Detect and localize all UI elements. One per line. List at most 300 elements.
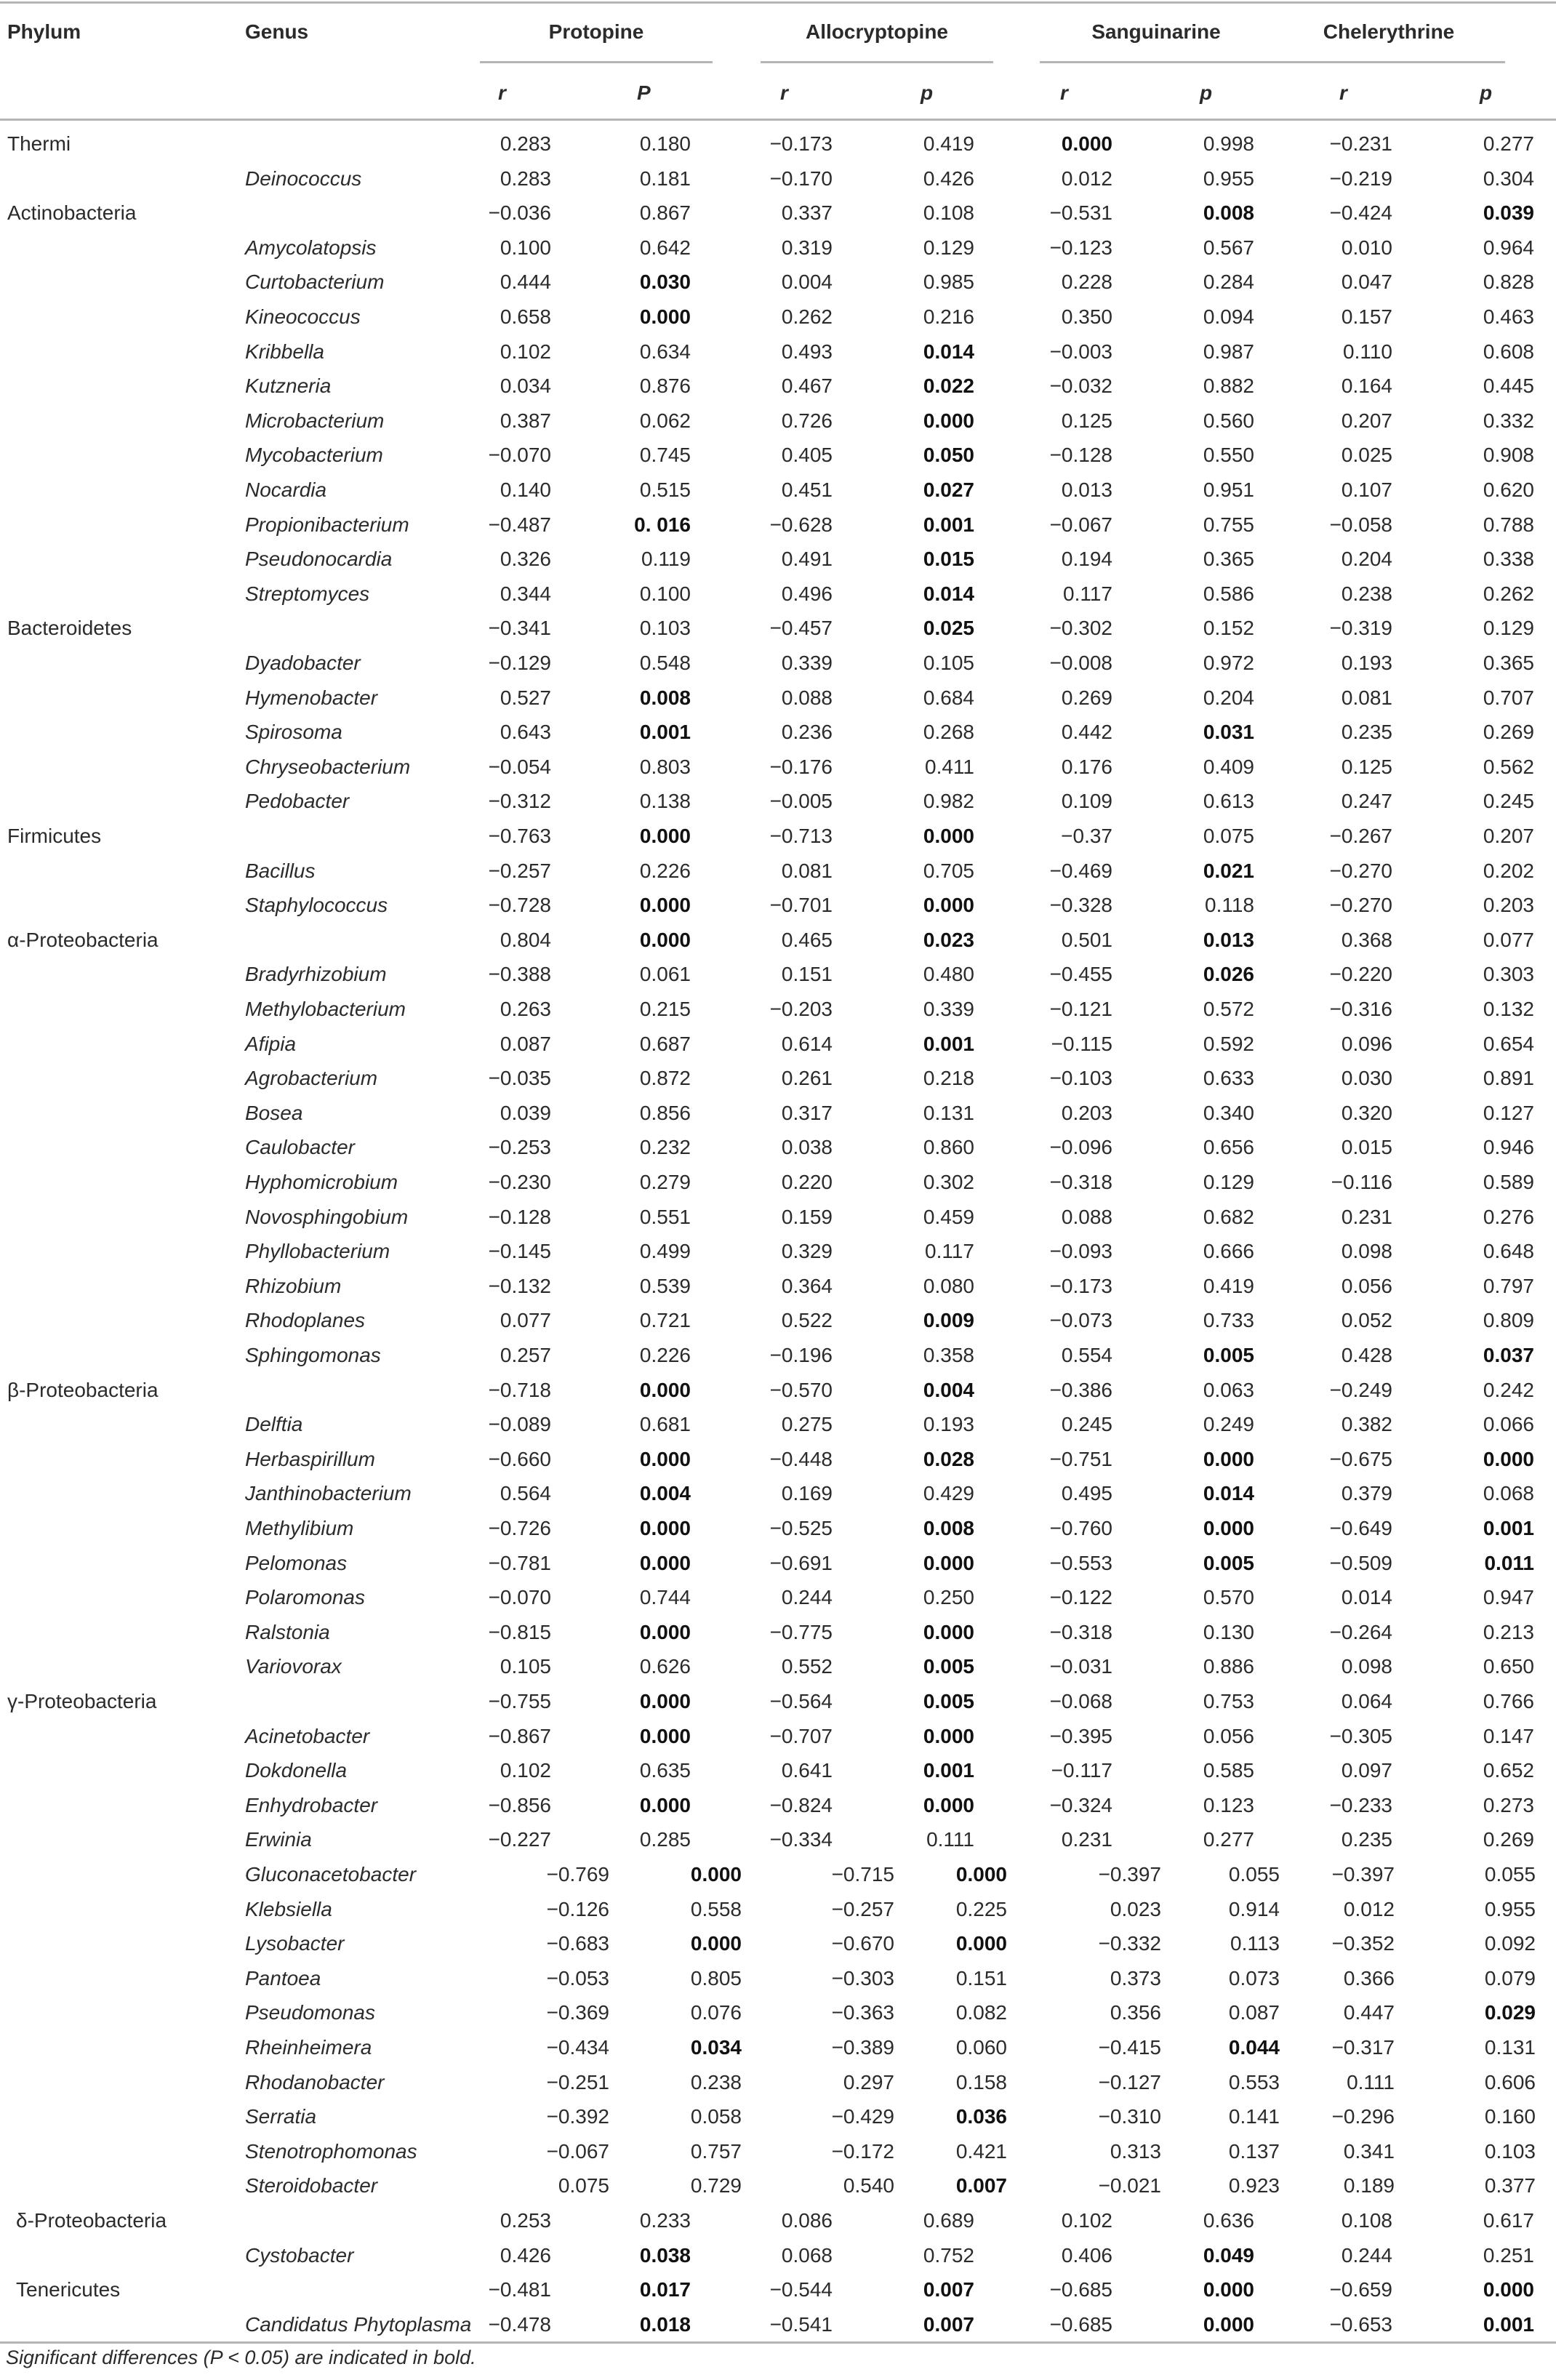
table-row [0,1514,1556,1549]
table-row [0,372,1556,406]
p-value-cell: 0.061 [639,963,691,986]
p-value-cell: 0.656 [1203,1136,1254,1159]
p-value-cell: 0.872 [639,1067,691,1090]
r-value-cell: −0.509 [1329,1551,1392,1574]
p-value-cell: 0.103 [1484,2139,1536,2163]
table-row [0,302,1556,337]
p-value-cell: 0.682 [1203,1205,1254,1228]
p-value-cell: 0.951 [1203,478,1254,501]
r-value-cell: −0.424 [1329,201,1392,225]
r-value-cell: −0.775 [769,1620,833,1643]
r-value-cell: −0.173 [1049,1274,1112,1297]
p-value-cell: 0.158 [955,2070,1007,2093]
p-value-cell: 0.015 [923,548,974,571]
r-value-cell: 0.108 [1341,2209,1392,2232]
r-value-cell: −0.132 [488,1274,551,1297]
header-genus: Genus [245,20,309,43]
r-value-cell: −0.525 [769,1517,833,1539]
p-value-cell: 0.480 [923,963,974,986]
r-value-cell: 0.105 [500,1655,551,1678]
r-value-cell: −0.312 [488,790,551,813]
r-value-cell: −0.553 [1049,1551,1112,1574]
table-row [0,1479,1556,1514]
p-value-cell: 0.729 [690,2174,742,2197]
p-value-cell: 0.803 [639,755,691,778]
header-phylum: Phylum [7,20,81,43]
p-value-cell: 0.753 [1203,1690,1254,1712]
table-row [0,1099,1556,1134]
p-value-cell: 0.745 [639,444,691,467]
table-row [0,2206,1556,2241]
genus-cell: Variovorax [245,1655,342,1678]
p-value-cell: 0.001 [923,1032,974,1055]
genus-cell: Rheinheimera [245,2036,372,2059]
r-value-cell: −0.397 [1098,1863,1161,1886]
genus-cell: Bradyrhizobium [245,963,387,986]
p-value-cell: 0.553 [1228,2070,1280,2093]
r-value-cell: 0.098 [1341,1655,1392,1678]
p-value-cell: 0.998 [1203,132,1254,155]
p-value-cell: 0.129 [923,236,974,259]
genus-cell: Pseudonocardia [245,548,393,571]
r-value-cell: 0.102 [500,1759,551,1782]
table-row [0,1203,1556,1238]
table-row [0,1306,1556,1341]
r-value-cell: −0.334 [769,1828,833,1851]
p-value-cell: 0.087 [1228,2001,1280,2024]
r-value-cell: 0.194 [1061,548,1112,571]
r-value-cell: −0.257 [831,1897,894,1920]
r-value-cell: −0.824 [769,1793,833,1816]
table-row [0,1722,1556,1757]
r-value-cell: −0.570 [769,1378,833,1401]
table-row [0,1860,1556,1895]
r-value-cell: 0.159 [781,1205,833,1228]
r-value-cell: −0.487 [488,513,551,536]
p-value-cell: 0.151 [955,1966,1007,1990]
p-value-cell: 0.856 [639,1101,691,1124]
phylum-cell: Firmicutes [7,825,102,847]
p-value-cell: 0.001 [1483,2312,1534,2336]
r-value-cell: −0.117 [1051,1759,1112,1782]
p-value-cell: 0.007 [955,2174,1007,2197]
table-row [0,1687,1556,1722]
genus-cell: Pantoea [245,1966,321,1990]
r-value-cell: 0.015 [1341,1136,1392,1159]
r-value-cell: 0.169 [781,1482,833,1505]
r-value-cell: −0.145 [488,1240,551,1263]
p-value-cell: 0.572 [1203,998,1254,1020]
p-value-cell: 0.027 [923,478,974,501]
genus-cell: Kutzneria [245,374,332,398]
r-value-cell: −0.127 [1098,2070,1161,2093]
p-value-cell: 0.634 [639,340,691,363]
p-value-cell: 0.038 [639,2243,691,2267]
r-value-cell: −0.815 [488,1620,551,1643]
r-value-cell: 0.247 [1341,790,1392,813]
r-value-cell: −0.196 [769,1344,833,1366]
r-value-cell: 0.467 [781,374,833,398]
r-value-cell: 0.406 [1061,2243,1112,2267]
r-value-cell: 0.552 [781,1655,833,1678]
genus-cell: Propionibacterium [245,513,409,536]
genus-cell: Polaromonas [245,1586,365,1609]
p-value-cell: 0.586 [1203,582,1254,605]
p-value-cell: 0.004 [923,1378,974,1401]
table-row [0,441,1556,476]
p-value-cell: 0.204 [1203,686,1254,709]
genus-cell: Agrobacterium [245,1067,378,1090]
r-value-cell: −0.369 [546,2001,609,2024]
table-row [0,2310,1556,2345]
p-value-cell: 0.805 [690,1966,742,1990]
r-value-cell: −0.070 [488,1586,551,1609]
genus-cell: Nocardia [245,478,327,501]
p-value-cell: 0.303 [1483,963,1534,986]
p-value-cell: 0.226 [639,859,691,882]
r-value-cell: 0.522 [781,1309,833,1332]
r-value-cell: −0.310 [1098,2105,1161,2128]
p-value-cell: 0.302 [923,1171,974,1193]
p-value-cell: 0.409 [1203,755,1254,778]
p-value-cell: 0.608 [1483,340,1534,363]
r-value-cell: −0.478 [488,2312,551,2336]
phylum-cell: β-Proteobacteria [7,1378,159,1401]
p-value-cell: 0.946 [1483,1136,1534,1159]
genus-cell: Stenotrophomonas [245,2139,417,2163]
p-value-cell: 0.193 [923,1413,974,1436]
r-value-cell: 0.110 [1343,340,1392,363]
r-value-cell: −0.316 [1329,998,1392,1020]
r-value-cell: −0.760 [1049,1517,1112,1539]
p-value-cell: 0.007 [923,2278,974,2301]
p-value-cell: 0.000 [639,1690,691,1712]
r-value-cell: −0.691 [769,1551,833,1574]
r-value-cell: 0.151 [781,963,833,986]
p-value-cell: 0.138 [639,790,691,813]
genus-cell: Hyphomicrobium [245,1171,398,1193]
r-value-cell: −0.233 [1329,1793,1392,1816]
r-value-cell: −0.352 [1331,1932,1395,1955]
r-value-cell: −0.318 [1049,1620,1112,1643]
r-value-cell: −0.003 [1049,340,1112,363]
p-value-cell: 0.056 [1203,1724,1254,1747]
genus-cell: Cystobacter [245,2243,354,2267]
p-value-cell: 0.908 [1483,444,1534,467]
subheader-p: p [921,81,934,104]
r-value-cell: −0.005 [769,790,833,813]
p-value-cell: 0.426 [923,167,974,190]
r-value-cell: 0.107 [1341,478,1392,501]
r-value-cell: 0.109 [1061,790,1112,813]
r-value-cell: 0.554 [1061,1344,1112,1366]
p-value-cell: 0.080 [923,1274,974,1297]
r-value-cell: 0.262 [781,305,833,328]
r-value-cell: −0.219 [1329,167,1392,190]
p-value-cell: 0.000 [690,1932,742,1955]
r-value-cell: −0.856 [488,1793,551,1816]
p-value-cell: 0.000 [639,1378,691,1401]
genus-cell: Acinetobacter [245,1724,370,1747]
header-chelerythrine: Chelerythrine [1323,20,1455,43]
r-value-cell: −0.685 [1049,2312,1112,2336]
r-value-cell: 0.189 [1343,2174,1395,2197]
r-value-cell: −0.089 [488,1413,551,1436]
table-row [0,1652,1556,1687]
r-value-cell: 0.064 [1341,1690,1392,1712]
p-value-cell: 0.000 [1483,1447,1534,1470]
r-value-cell: −0.755 [488,1690,551,1712]
p-value-cell: 0.592 [1203,1032,1254,1055]
p-value-cell: 0.147 [1483,1724,1534,1747]
p-value-cell: 0.550 [1203,444,1254,467]
p-value-cell: 0.000 [639,894,691,917]
r-value-cell: −0.457 [769,617,833,640]
p-value-cell: 0.515 [639,478,691,501]
p-value-cell: 0.131 [1484,2036,1536,2059]
r-value-cell: −0.751 [1049,1447,1112,1470]
r-value-cell: −0.036 [488,201,551,225]
p-value-cell: 0.014 [923,340,974,363]
p-value-cell: 0.005 [923,1690,974,1712]
r-value-cell: 0.341 [1343,2139,1395,2163]
r-value-cell: −0.455 [1049,963,1112,986]
r-value-cell: −0.203 [769,998,833,1020]
p-value-cell: 0.000 [639,305,691,328]
p-value-cell: 0.551 [639,1205,691,1228]
r-value-cell: 0.317 [781,1101,833,1124]
r-value-cell: −0.707 [769,1724,833,1747]
p-value-cell: 0.914 [1228,1897,1280,1920]
p-value-cell: 0.092 [1484,1932,1536,1955]
r-value-cell: −0.328 [1049,894,1112,917]
p-value-cell: 0.000 [639,1447,691,1470]
p-value-cell: 0.000 [1203,1517,1254,1539]
r-value-cell: 0.235 [1341,1828,1392,1851]
p-value-cell: 0.100 [639,582,691,605]
phylum-cell: α-Proteobacteria [7,928,159,951]
p-value-cell: 0.113 [1230,1932,1280,1955]
r-value-cell: −0.264 [1329,1620,1392,1643]
r-value-cell: 0.231 [1341,1205,1392,1228]
genus-cell: Pedobacter [245,790,350,813]
header-protopine: Protopine [548,20,644,43]
r-value-cell: −0.386 [1049,1378,1112,1401]
p-value-cell: 0.215 [639,998,691,1020]
table-row [0,476,1556,510]
p-value-cell: 0.828 [1483,271,1534,294]
r-value-cell: −0.021 [1098,2174,1161,2197]
p-value-cell: 0.127 [1483,1101,1534,1124]
table-row [0,1030,1556,1065]
p-value-cell: 0.044 [1228,2036,1280,2059]
phylum-cell: δ-Proteobacteria [16,2209,167,2232]
table-row [0,199,1556,233]
p-value-cell: 0.269 [1483,1828,1534,1851]
p-value-cell: 0.001 [639,721,691,744]
p-value-cell: 0.129 [1483,617,1534,640]
p-value-cell: 0.429 [923,1482,974,1505]
r-value-cell: −0.251 [546,2070,609,2093]
phylum-cell: Tenericutes [16,2278,121,2301]
r-value-cell: 0.382 [1341,1413,1392,1436]
p-value-cell: 0.000 [1483,2278,1534,2301]
r-value-cell: 0.236 [781,721,833,744]
p-value-cell: 0.000 [639,1517,691,1539]
p-value-cell: 0.108 [923,201,974,225]
r-value-cell: 0.125 [1061,409,1112,432]
table-row [0,960,1556,995]
r-value-cell: −0.388 [488,963,551,986]
r-value-cell: −0.220 [1329,963,1392,986]
genus-cell: Erwinia [245,1828,312,1851]
p-value-cell: 0.111 [926,1828,974,1851]
genus-cell: Streptomyces [245,582,370,605]
table-row [0,822,1556,857]
r-value-cell: 0.257 [500,1344,551,1366]
r-value-cell: 0.614 [781,1032,833,1055]
p-value-cell: 0.339 [923,998,974,1020]
r-value-cell: −0.341 [488,617,551,640]
table-row [0,1133,1556,1168]
r-value-cell: −0.070 [488,444,551,467]
p-value-cell: 0.000 [923,825,974,847]
r-value-cell: 0.052 [1341,1309,1392,1332]
table-row [0,2033,1556,2068]
r-value-cell: 0.329 [781,1240,833,1263]
r-value-cell: −0.031 [1049,1655,1112,1678]
genus-cell: Amycolatopsis [245,236,377,259]
r-value-cell: −0.128 [1049,444,1112,467]
r-value-cell: −0.628 [769,513,833,536]
r-value-cell: −0.303 [831,1966,894,1990]
p-value-cell: 0.459 [923,1205,974,1228]
p-value-cell: 0.964 [1483,236,1534,259]
p-value-cell: 0.000 [955,1863,1007,1886]
r-value-cell: −0.670 [831,1932,894,1955]
r-value-cell: 0.204 [1341,548,1392,571]
table-row [0,1618,1556,1653]
p-value-cell: 0.242 [1483,1378,1534,1401]
genus-cell: Sphingomonas [245,1344,381,1366]
p-value-cell: 0.232 [639,1136,691,1159]
table-row [0,1237,1556,1272]
r-value-cell: 0.320 [1341,1101,1392,1124]
r-value-cell: −0.128 [488,1205,551,1228]
p-value-cell: 0.617 [1483,2209,1534,2232]
p-value-cell: 0.013 [1203,928,1254,951]
p-value-cell: 0.075 [1203,825,1254,847]
r-value-cell: 0.081 [781,859,833,882]
table-row [0,1549,1556,1584]
phylum-cell: Thermi [7,132,71,155]
p-value-cell: 0.923 [1228,2174,1280,2197]
p-value-cell: 0.463 [1483,305,1534,328]
genus-cell: Deinococcus [245,167,362,190]
genus-cell: Bacillus [245,859,316,882]
genus-cell: Serratia [245,2105,317,2128]
r-value-cell: 0.350 [1061,305,1112,328]
r-value-cell: 0.465 [781,928,833,951]
p-value-cell: 0.130 [1203,1620,1254,1643]
table-row [0,857,1556,892]
table-row [0,2275,1556,2310]
r-value-cell: 0.038 [781,1136,833,1159]
p-value-cell: 0.635 [639,1759,691,1782]
p-value-cell: 0.633 [1203,1067,1254,1090]
r-value-cell: 0.164 [1341,374,1392,398]
p-value-cell: 0.005 [1203,1551,1254,1574]
p-value-cell: 0.955 [1484,1897,1536,1920]
r-value-cell: −0.067 [546,2139,609,2163]
p-value-cell: 0.026 [1203,963,1254,986]
r-value-cell: −0.116 [1331,1171,1392,1193]
p-value-cell: 0.005 [1203,1344,1254,1366]
p-value-cell: 0.216 [923,305,974,328]
r-value-cell: −0.363 [831,2001,894,2024]
p-value-cell: 0.039 [1483,201,1534,225]
p-value-cell: 0.036 [955,2105,1007,2128]
r-value-cell: −0.531 [1049,201,1112,225]
table-row [0,164,1556,199]
p-value-cell: 0.226 [639,1344,691,1366]
r-value-cell: 0.451 [781,478,833,501]
p-value-cell: 0.687 [639,1032,691,1055]
r-value-cell: −0.103 [1049,1067,1112,1090]
p-value-cell: 0.652 [1483,1759,1534,1782]
r-value-cell: 0.275 [781,1413,833,1436]
r-value-cell: −0.541 [769,2312,833,2336]
r-value-cell: −0.867 [488,1724,551,1747]
genus-cell: Kribbella [245,340,324,363]
p-value-cell: 0.000 [923,1724,974,1747]
p-value-cell: 0.207 [1483,825,1534,847]
table-row [0,926,1556,961]
p-value-cell: 0.000 [923,409,974,432]
p-value-cell: 0.008 [1203,201,1254,225]
r-value-cell: −0.035 [488,1067,551,1090]
p-value-cell: 0.000 [1203,2312,1254,2336]
r-value-cell: −0.769 [546,1863,609,1886]
r-value-cell: −0.675 [1329,1447,1392,1470]
table-row [0,2137,1556,2172]
r-value-cell: −0.129 [488,652,551,674]
p-value-cell: 0.562 [1483,755,1534,778]
r-value-cell: 0.193 [1341,652,1392,674]
p-value-cell: 0.338 [1483,548,1534,571]
table-row [0,337,1556,372]
r-value-cell: 0.056 [1341,1274,1392,1297]
r-value-cell: −0.718 [488,1378,551,1401]
r-value-cell: 0.269 [1061,686,1112,709]
genus-cell: Chryseobacterium [245,755,411,778]
p-value-cell: 0.268 [923,721,974,744]
p-value-cell: 0.947 [1483,1586,1534,1609]
r-value-cell: 0.804 [500,928,551,951]
r-value-cell: 0.319 [781,236,833,259]
p-value-cell: 0.809 [1483,1309,1534,1332]
r-value-cell: −0.649 [1329,1517,1392,1539]
r-value-cell: 0.068 [781,2243,833,2267]
p-value-cell: 0.123 [1203,1793,1254,1816]
table-row [0,2171,1556,2206]
r-value-cell: −0.781 [488,1551,551,1574]
table-row [0,1064,1556,1099]
r-value-cell: 0.658 [500,305,551,328]
genus-cell: Delftia [245,1413,303,1436]
r-value-cell: −0.122 [1049,1586,1112,1609]
p-value-cell: 0.073 [1228,1966,1280,1990]
